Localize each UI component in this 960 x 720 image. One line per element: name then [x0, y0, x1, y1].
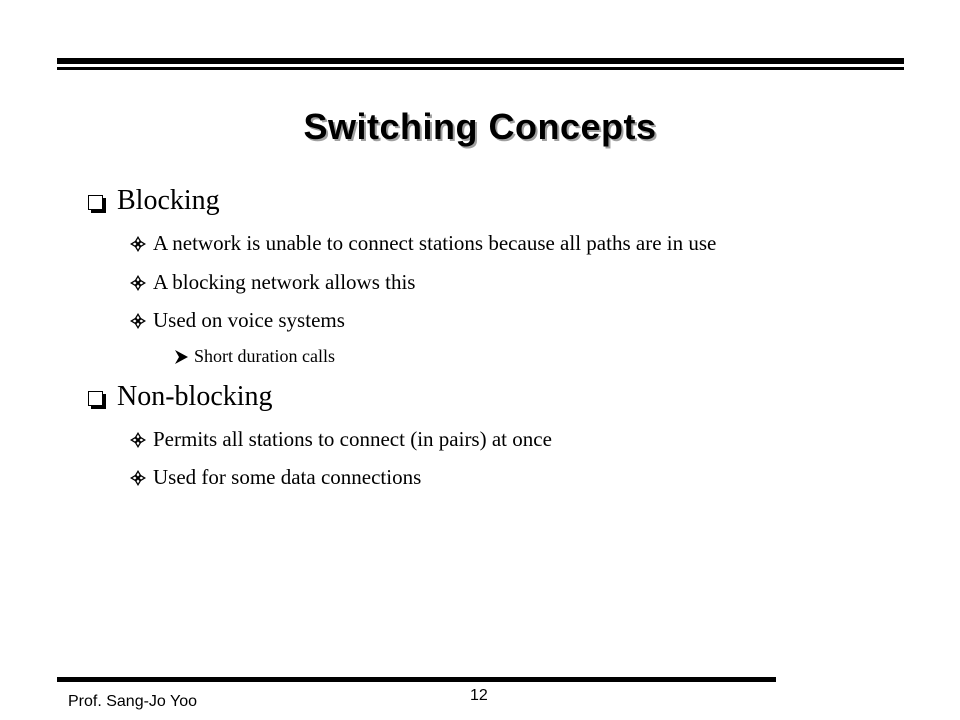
section-heading-label: Blocking: [117, 185, 220, 216]
checkbox-bullet-icon: [88, 391, 103, 406]
section-heading-blocking: [88, 185, 220, 217]
bullet-text: A network is unable to connect stations because all paths are in use: [153, 231, 717, 255]
top-rule-thin: [57, 67, 904, 70]
page-number: 12: [470, 687, 488, 704]
section-heading-non-blocking: [88, 381, 273, 413]
diamond-bullet-icon: [130, 275, 146, 291]
bullet-text: Permits all stations to connect (in pairs) at once: [153, 427, 552, 451]
section-heading-label: Non-blocking: [117, 381, 273, 412]
diamond-bullet-icon: [130, 313, 146, 329]
diamond-bullet-icon: [130, 236, 146, 252]
bullet-item: [130, 231, 716, 256]
bullet-item: [130, 427, 552, 452]
diamond-bullet-icon: [130, 432, 146, 448]
sub-bullet-text: Short duration calls: [194, 346, 335, 366]
footer-author: Prof. Sang-Jo Yoo: [68, 693, 197, 710]
bullet-item: [130, 270, 415, 295]
bullet-item: [130, 308, 345, 333]
top-rule-thick: [57, 58, 904, 64]
diamond-bullet-icon: [130, 470, 146, 486]
bullet-text: A blocking network allows this: [153, 270, 416, 294]
bottom-rule: [57, 677, 776, 682]
bullet-text: Used on voice systems: [153, 308, 345, 332]
sub-bullet-item: [175, 346, 335, 367]
bullet-text: Used for some data connections: [153, 465, 422, 489]
slide-title: Switching Concepts: [303, 106, 657, 147]
arrowhead-bullet-icon: [175, 350, 188, 364]
checkbox-bullet-icon: [88, 195, 103, 210]
bullet-item: [130, 465, 421, 490]
